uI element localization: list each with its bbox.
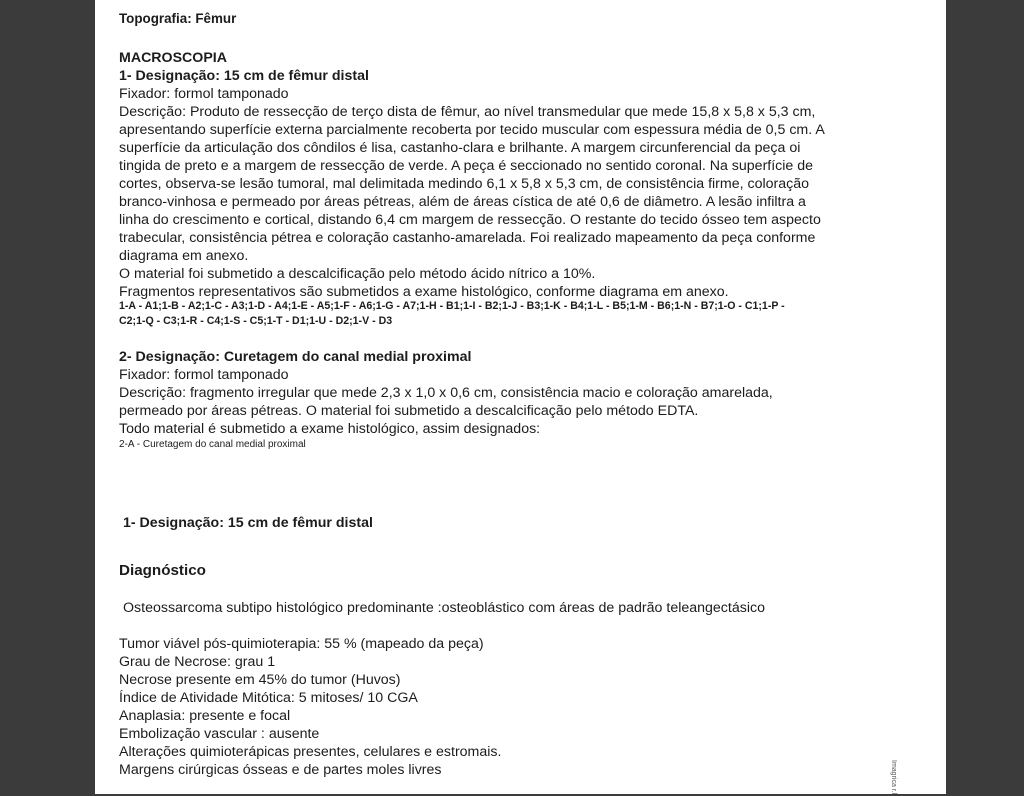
diagnosis-finding: Alterações quimioterápicas presentes, celulares e estromais. (119, 744, 502, 760)
item1-description-line: branco-vinhosa e permeado por áreas pétreas, além de áreas cística de até 0,6 de diâmetro. A lesão infiltra a (119, 194, 806, 210)
item2-description-line: Descrição: fragmento irregular que mede 2,3 x 1,0 x 0,6 cm, consistência macio e coloração amarelada, (119, 385, 773, 401)
item1-decalcification: O material foi submetido a descalcificação pelo método ácido nítrico a 10%. (119, 266, 596, 282)
item1-description-line: linha do crescimento e cortical, distando 6,4 cm margem de ressecção. O restante do tecido ósseo tem aspecto (119, 212, 821, 228)
item1-description-line: Descrição: Produto de ressecção de terço dista de fêmur, ao nível transmedular que mede 15,8 x 5,8 x 5,3 cm, (119, 104, 816, 120)
item2-title: 2- Designação: Curetagem do canal medial proximal (119, 349, 472, 365)
item1-fragments: Fragmentos representativos são submetidos a exame histológico, conforme diagrama em anexo. (119, 284, 729, 300)
diagnosis-main: Osteossarcoma subtipo histológico predominante :osteoblástico com áreas de padrão teleangectásico (123, 600, 765, 616)
side-watermark-text: Imagrica r.l. (890, 760, 897, 796)
document-page (95, 0, 946, 794)
topography-label: Topografia: Fêmur (119, 11, 237, 26)
item2-code: 2-A - Curetagem do canal medial proximal (119, 439, 306, 450)
section2-title: 1- Designação: 15 cm de fêmur distal (123, 515, 373, 531)
diagnosis-finding: Anaplasia: presente e focal (119, 708, 291, 724)
item1-description-line: trabecular, consistência pétrea e coloração castanho-amarelada. Foi realizado mapeamento da peça conforme (119, 230, 816, 246)
item1-title: 1- Designação: 15 cm de fêmur distal (119, 68, 369, 84)
item1-description-line: diagrama em anexo. (119, 248, 249, 264)
diagnosis-finding: Grau de Necrose: grau 1 (119, 654, 276, 670)
diagnosis-finding: Necrose presente em 45% do tumor (Huvos) (119, 672, 401, 688)
diagnosis-finding: Tumor viável pós-quimioterapia: 55 % (mapeado da peça) (119, 636, 484, 652)
item1-codes-line: 1-A - A1;1-B - A2;1-C - A3;1-D - A4;1-E - A5;1-F - A6;1-G - A7;1-H - B1;1-I - B2;1-J - B3;1-K - B4;1-L - B5;1-M - B6;1-N - B7;1-O - C1;1-P - (119, 300, 785, 312)
diagnosis-finding: Índice de Atividade Mitótica: 5 mitoses/ 10 CGA (119, 690, 418, 706)
diagnosis-finding: Embolização vascular : ausente (119, 726, 320, 742)
item1-description-line: tingida de preto e a margem de ressecção de verde. A peça é seccionado no sentido coronal. Na superfície de (119, 158, 814, 174)
diagnosis-finding: Margens cirúrgicas ósseas e de partes moles livres (119, 762, 442, 778)
item1-description-line: superfície da articulação dos côndilos é lisa, castanho-clara e brilhante. A margem circunferencial da peça oi (119, 140, 801, 156)
item2-description-line: permeado por áreas pétreas. O material foi submetido a descalcificação pelo método EDTA. (119, 403, 699, 419)
item1-description-line: apresentando superfície externa parcialmente recoberta por tecido muscular com espessura média de 0,5 cm. A (119, 122, 825, 138)
diagnosis-heading: Diagnóstico (119, 562, 206, 579)
item2-histology: Todo material é submetido a exame histológico, assim designados: (119, 421, 541, 437)
item1-fixative: Fixador: formol tamponado (119, 86, 289, 102)
item1-description-line: cortes, observa-se lesão tumoral, mal delimitada medindo 6,1 x 5,8 x 5,3 cm, de consistência firme, coloração (119, 176, 809, 192)
macroscopy-heading: MACROSCOPIA (119, 50, 227, 66)
item2-fixative: Fixador: formol tamponado (119, 367, 289, 383)
item1-codes-line: C2;1-Q - C3;1-R - C4;1-S - C5;1-T - D1;1-U - D2;1-V - D3 (119, 315, 393, 327)
